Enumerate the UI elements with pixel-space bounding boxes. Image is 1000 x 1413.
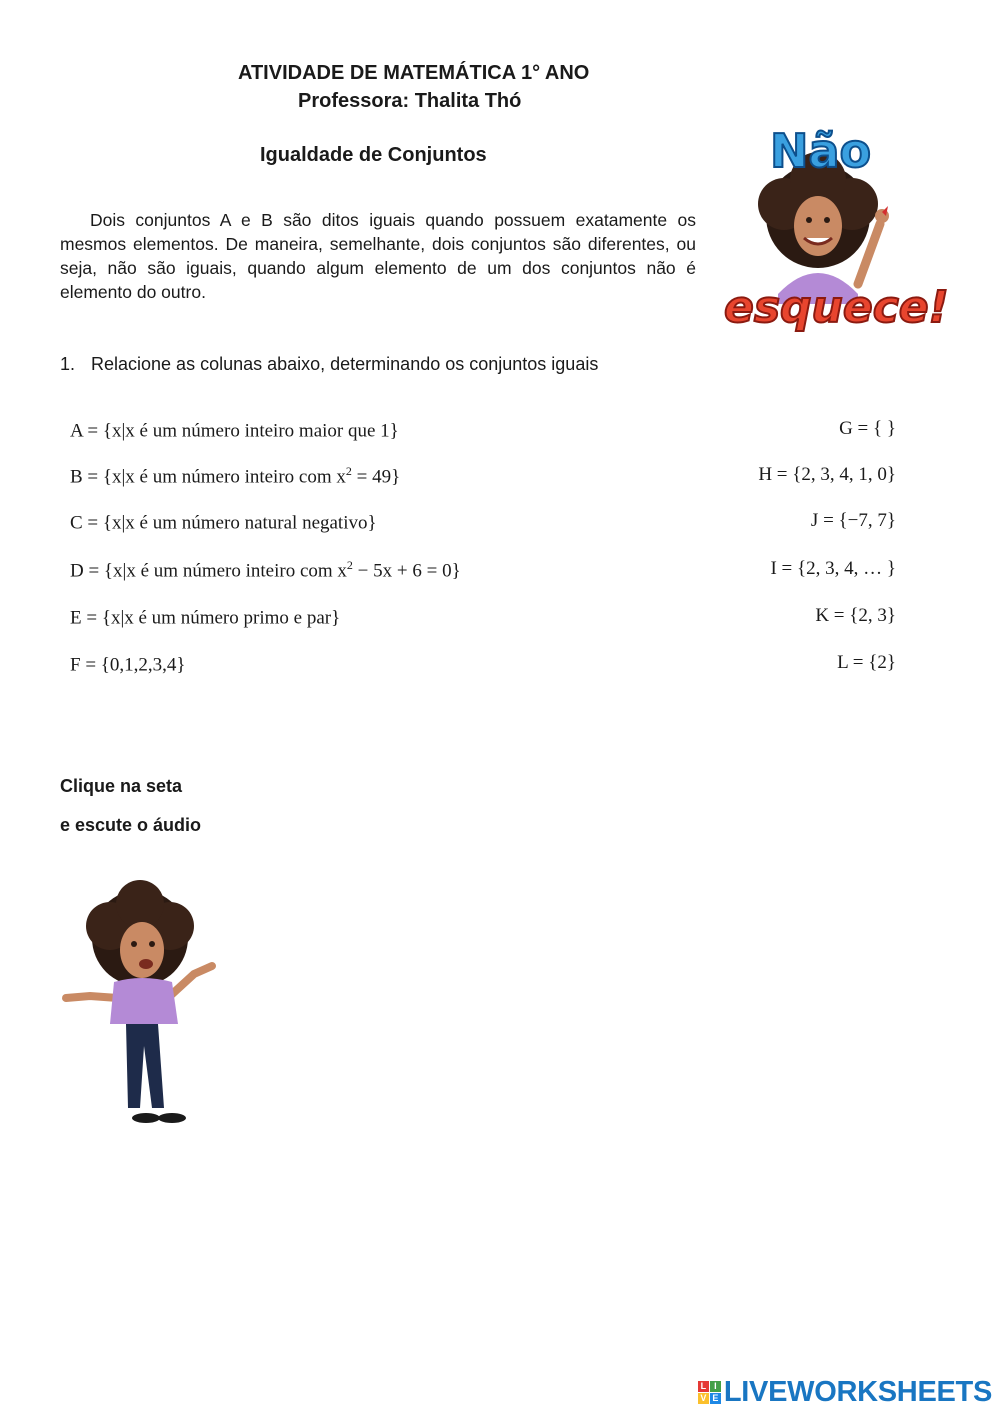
- left-set-d: D = {x|x é um número inteiro com $x^2 - 5x + 6 = 0$}: [70, 558, 461, 582]
- set-row: [70, 652, 896, 680]
- left-set-e: E = {x|x é um número primo e par}: [70, 607, 341, 629]
- right-set-h: H = {2, 3, 4, 1, 0}: [758, 464, 896, 485]
- nao-esquece-sticker: [718, 124, 949, 344]
- audio-instruction-1: Clique na seta: [60, 776, 183, 796]
- left-set-c: C = {x|x é um número natural negativo}: [70, 512, 377, 534]
- set-row: [70, 558, 896, 586]
- question-text: Relacione as colunas abaixo, determinando os conjuntos iguais: [91, 354, 599, 374]
- right-set-j: J = {−7, 7}: [810, 510, 896, 531]
- intro-paragraph: [60, 208, 696, 304]
- left-set-a: A = {x|x é um número inteiro maior que 1}: [70, 420, 399, 442]
- liveworksheets-logo[interactable]: [698, 1376, 992, 1409]
- right-set-g: G = { }: [839, 418, 896, 439]
- teacher-name: Professora: Thalita Thó: [298, 90, 522, 112]
- audio-instruction-2: e escute o áudio: [60, 815, 202, 835]
- teacher-audio-character[interactable]: [60, 878, 226, 1130]
- section-title: Igualdade de Conjuntos: [260, 144, 487, 166]
- question-number: 1.: [60, 354, 76, 374]
- set-row: [70, 605, 896, 633]
- worksheet-title: ATIVIDADE DE MATEMÁTICA 1° ANO: [238, 62, 590, 84]
- right-set-i: I = {2, 3, 4, … }: [770, 558, 896, 579]
- liveworksheets-icon: L I V E: [698, 1381, 721, 1404]
- intro-text: Dois conjuntos A e B são ditos iguais quando possuem exatamente os mesmos elementos. De maneira, semelhante, dois conjuntos são diferentes, ou seja, não são iguais, quando algum elemento de um dos conjuntos não é elemento do outro.: [60, 210, 696, 302]
- sticker-top-word: Não: [770, 124, 872, 178]
- right-set-l: L = {2}: [837, 652, 896, 673]
- question-1: [60, 354, 598, 375]
- set-row: [70, 418, 896, 446]
- left-set-f: F = {0,1,2,3,4}: [70, 654, 186, 676]
- set-row: [70, 464, 896, 492]
- right-set-k: K = {2, 3}: [815, 605, 896, 626]
- teacher-shrug-icon: [60, 878, 226, 1130]
- sticker-bottom-word: esquece!: [724, 282, 949, 333]
- set-row: [70, 510, 896, 538]
- left-set-b: B = {x|x é um número inteiro com $x^2 = 49$}: [70, 464, 401, 488]
- liveworksheets-text: LIVEWORKSHEETS: [723, 1376, 992, 1408]
